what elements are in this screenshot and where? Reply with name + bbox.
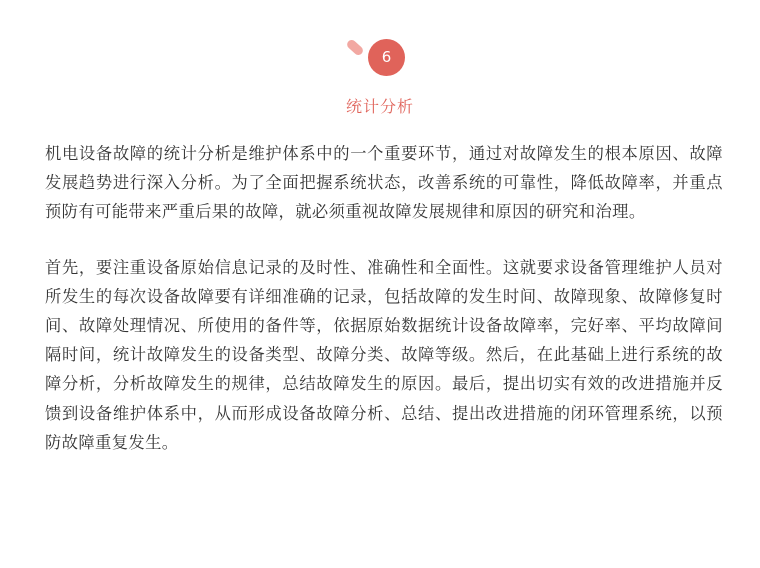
paragraph-intro: 机电设备故障的统计分析是维护体系中的一个重要环节，通过对故障发生的根本原因、故障发展趋势进行深入分析。为了全面把握系统状态，改善系统的可靠性，降低故障率，并重点预防有可能带来严重后果的故障，就必须重视故障发展规律和原因的研究和治理。 bbox=[45, 144, 723, 222]
section-title: 统计分析 bbox=[345, 97, 414, 116]
section-number-badge bbox=[346, 37, 408, 77]
decorative-pill-icon bbox=[345, 38, 364, 57]
paragraph-steps: 首先，要注重设备原始信息记录的及时性、准确性和全面性。这就要求设备管理维护人员对所发生的每次设备故障要有详细准确的记录，包括故障的发生时间、故障现象、故障修复时间、故障处理情况、所使用的备件等，依据原始数据统计设备故障率，完好率、平均故障间隔时间，统计故障发生的设备类型、故障分类、故障等级。然后，在此基础上进行系统的故障分析，分析故障发生的规律，总结故障发生的原因。最后，提出切实有效的改进措施并反馈到设备维护体系中，从而形成设备故障分析、总结、提出改进措施的闭环管理系统，以预防故障重复发生。 bbox=[45, 257, 723, 452]
article-body bbox=[45, 139, 723, 483]
section-number: 6 bbox=[368, 39, 405, 76]
